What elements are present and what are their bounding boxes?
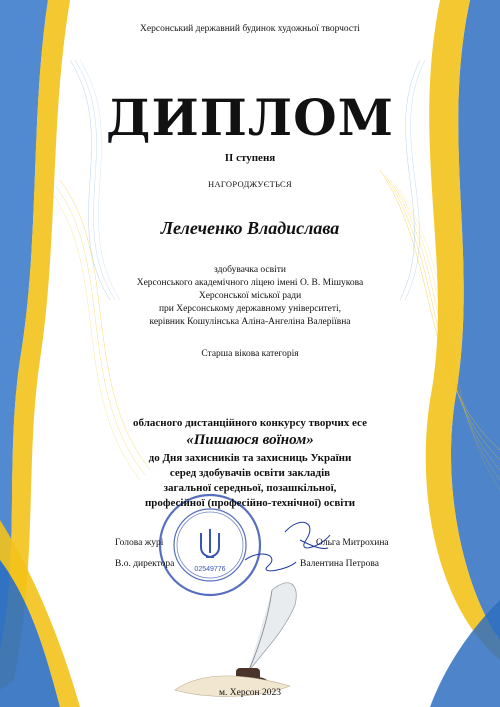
signature-name-director: Валентина Петрова: [300, 559, 380, 569]
contest-line: серед здобувачів освіти закладів: [169, 467, 331, 479]
detail-line: при Херсонському державному університеті,: [158, 304, 342, 314]
diploma-degree: ІІ ступеня: [224, 152, 276, 164]
age-category: Старша вікова категорія: [201, 349, 299, 359]
signature-role-head: Голова журі: [115, 538, 164, 548]
detail-line: здобувачка освіти: [214, 265, 286, 275]
contest-line: до Дня захисників та захисниць України: [148, 452, 352, 464]
awarded-text: НАГОРОДЖУЄТЬСЯ: [208, 179, 292, 189]
organization-header: Херсонський державний будинок художньої творчості: [140, 24, 360, 34]
detail-line: Херсонської міської ради: [198, 291, 302, 301]
quill-inkwell-illustration: [175, 583, 296, 697]
contest-line: обласного дистанційного конкурсу творчих есе: [133, 417, 367, 429]
signature-director: [245, 554, 296, 571]
signature-name-head: Ольга Митрохина: [316, 538, 389, 548]
stamp-code: 02549776: [194, 566, 226, 573]
contest-line: професійної (професійно-технічної) освіти: [144, 497, 356, 509]
contest-line: загальної середньої, позашкільної,: [163, 482, 337, 494]
official-stamp: [160, 495, 260, 595]
signature-role-director: В.о. директора: [115, 559, 175, 569]
detail-line: Херсонського академічного ліцею імені О. В. Мішукова: [136, 278, 364, 288]
diploma-title: ДИПЛОМ: [105, 88, 395, 147]
recipient-name: Лелеченко Владислава: [160, 218, 340, 238]
detail-line: керівник Кошулінська Аліна-Ангеліна Валеріївна: [149, 317, 351, 327]
trident-emblem: [201, 529, 219, 557]
contest-title: «Пишаюся воїном»: [186, 432, 314, 448]
place-year: м. Херсон 2023: [218, 688, 281, 698]
